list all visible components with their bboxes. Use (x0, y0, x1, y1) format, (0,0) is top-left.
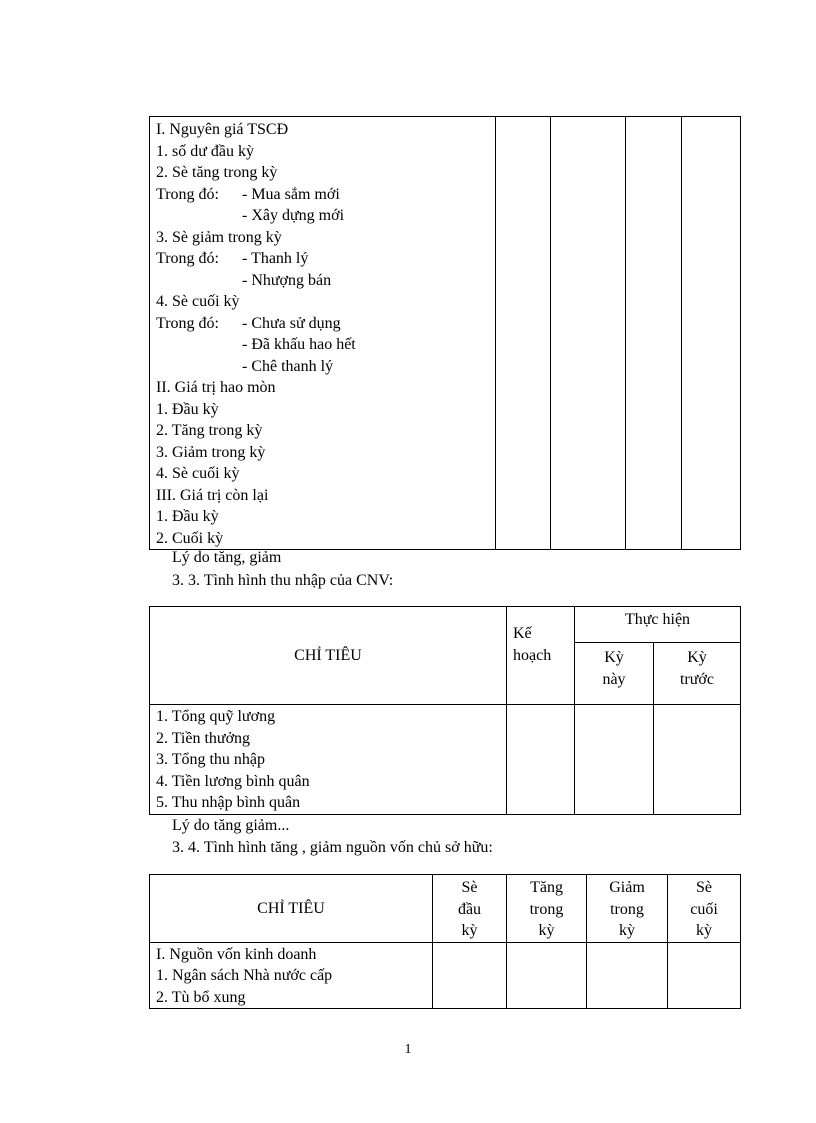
equity-tang-values (507, 942, 587, 1009)
fixed-assets-line: III. Giá trị còn lại (156, 486, 269, 504)
equity-dau-ky-values (433, 942, 507, 1009)
ky-truoc-line-2: trước (679, 670, 714, 688)
fixed-assets-line: 4. Sè cuối kỳ (156, 293, 240, 310)
income-header-ke-hoach (507, 607, 575, 705)
equity-header-word: trong (529, 900, 564, 918)
income-row: 5. Thu nhập bình quân (156, 794, 301, 811)
equity-header-word: kỳ (461, 922, 478, 939)
equity-header-word: kỳ (538, 922, 555, 939)
fixed-assets-line: 2. Tăng trong kỳ (156, 422, 263, 439)
subline-text: - Chưa sử dụng (242, 314, 341, 332)
income-rows-cell (150, 705, 507, 815)
fixed-assets-line: II. Giá trị hao mòn (156, 379, 276, 396)
equity-header-word: Tăng (530, 879, 563, 896)
fixed-assets-subline (156, 205, 495, 227)
ky-truoc-line-1: Kỳ (687, 649, 707, 666)
equity-header-giam-lines (587, 877, 667, 942)
equity-header-word: Sè (696, 879, 712, 896)
income-row: 1. Tổng quỹ lương (156, 708, 276, 725)
income-header-thuc-hien: Thực hiện (575, 607, 741, 643)
subline-text: - Chê thanh lý (242, 357, 334, 375)
ky-nay-line-2: này (602, 670, 626, 688)
fixed-assets-labels-cell (150, 117, 496, 550)
fixed-assets-subline (156, 248, 495, 270)
equity-table (149, 874, 741, 1009)
equity-header-giam (587, 875, 668, 943)
reason-text-1: Lý do tăng, giảm (172, 549, 282, 566)
equity-header-cuoi-ky-lines (668, 877, 740, 942)
fixed-assets-subline (156, 334, 495, 356)
equity-row: 1. Ngân sách Nhà nước cấp (156, 967, 333, 984)
equity-giam-values (587, 942, 668, 1009)
income-header-chi-tieu: CHỈ TIÊU (150, 607, 507, 705)
income-row: 2. Tiền thưởng (156, 729, 251, 747)
equity-header-chi-tieu: CHỈ TIÊU (150, 875, 433, 943)
equity-header-word: Giảm (609, 879, 645, 896)
subline-text: - Thanh lý (242, 250, 309, 267)
fixed-assets-subline (156, 313, 495, 335)
equity-header-word: kỳ (619, 922, 635, 939)
equity-row: 2. Tù bổ xung (156, 988, 246, 1006)
fixed-assets-col-3 (551, 117, 626, 550)
equity-header-tang-lines (507, 877, 586, 942)
fixed-assets-subline (156, 184, 495, 206)
income-row: 3. Tổng thu nhập (156, 751, 266, 768)
equity-header-dau-ky (433, 875, 507, 943)
income-rows (156, 706, 506, 814)
fixed-assets-line: 3. Sè giảm trong kỳ (156, 228, 282, 246)
fixed-assets-subline (156, 270, 495, 292)
ky-nay-line-1: Kỳ (604, 649, 624, 666)
fixed-assets-line: 1. Đầu kỳ (156, 508, 219, 525)
fixed-assets-col-4 (626, 117, 682, 550)
fixed-assets-line: 4. Sè cuối kỳ (156, 465, 240, 482)
equity-header-word: đầu (457, 900, 482, 918)
income-ky-nay-values (575, 705, 654, 815)
subline-text: - Xây dựng mới (242, 207, 345, 224)
income-ke-hoach-values (507, 705, 575, 815)
equity-row: I. Nguồn vốn kinh doanh (156, 945, 317, 963)
equity-cuoi-ky-values (668, 942, 741, 1009)
subline-text: - Đã khấu hao hết (242, 336, 356, 353)
equity-header-word: cuối (690, 900, 718, 918)
income-table (149, 606, 741, 815)
equity-header-cuoi-ky (668, 875, 741, 943)
subline-prefix: Trong đó: (156, 314, 219, 332)
equity-header-word: kỳ (696, 922, 712, 939)
subline-prefix: Trong đó: (156, 250, 219, 267)
equity-rows-cell (150, 942, 433, 1009)
subline-text: - Mua sắm mới (242, 185, 340, 203)
fixed-assets-col-5 (682, 117, 741, 550)
income-header-ky-nay (575, 643, 654, 705)
fixed-assets-line: 3. Giảm trong kỳ (156, 443, 266, 461)
equity-header-word: Sè (461, 879, 478, 896)
equity-rows (156, 944, 432, 1009)
equity-header-tang (507, 875, 587, 943)
fixed-assets-line: I. Nguyên giá TSCĐ (156, 121, 289, 138)
equity-header-dau-ky-lines (433, 877, 506, 942)
reason-text-2: Lý do tăng giảm... (172, 817, 290, 834)
fixed-assets-col-2 (496, 117, 551, 550)
fixed-assets-line: 1. số dư đầu kỳ (156, 142, 254, 160)
subline-prefix: Trong đó: (156, 185, 219, 203)
equity-header-word: trong (610, 900, 644, 918)
fixed-assets-subline (156, 356, 495, 378)
income-row: 4. Tiền lương bình quân (156, 772, 310, 790)
fixed-assets-line: 1. Đầu kỳ (156, 400, 219, 418)
income-header-ky-truoc (654, 643, 741, 705)
ke-hoach-line-1: Kế (513, 625, 532, 642)
section-heading-3-4: 3. 4. Tình hình tăng , giảm nguồn vốn chủ sở hữu: (172, 839, 493, 856)
fixed-assets-line: 2. Cuối kỳ (156, 529, 224, 547)
fixed-assets-line: 2. Sè tăng trong kỳ (156, 164, 278, 181)
ke-hoach-line-2: hoạch (513, 646, 552, 664)
income-ky-truoc-values (654, 705, 741, 815)
fixed-assets-lines (156, 119, 495, 549)
subline-text: - Nhượng bán (242, 271, 332, 289)
section-heading-3-3: 3. 3. Tình hình thu nhập của CNV: (172, 572, 394, 589)
fixed-assets-table (149, 116, 741, 550)
page-number: 1 (404, 1042, 412, 1057)
